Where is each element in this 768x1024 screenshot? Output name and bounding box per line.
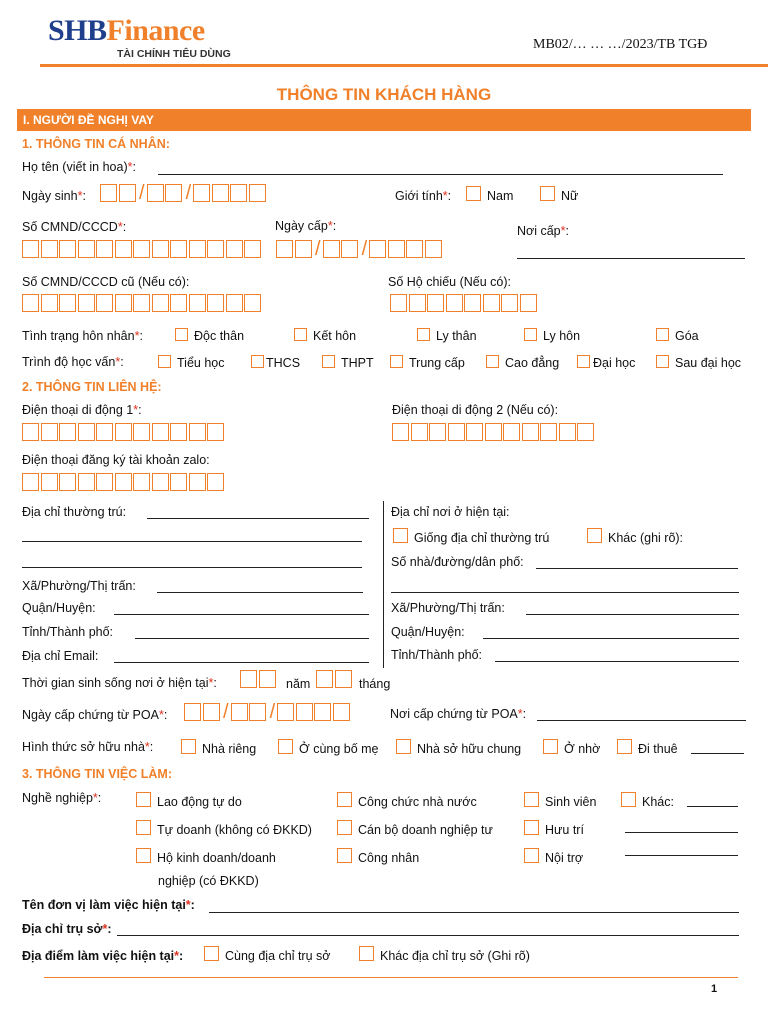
perm-addr-line2[interactable]: [22, 541, 362, 542]
phone1-label: Điện thoại di động 1*:: [22, 403, 142, 417]
ownership-option[interactable]: Nhà riêng: [181, 739, 256, 756]
occ-option-student[interactable]: Sinh viên: [524, 792, 596, 809]
hq-addr-label: Địa chỉ trụ sở*:: [22, 922, 112, 936]
checkbox-icon: [337, 792, 352, 807]
occ-option-labor[interactable]: Lao động tự do: [136, 792, 242, 809]
checkbox-icon: [656, 328, 669, 341]
occ-option-household[interactable]: Hộ kinh doanh/doanh: [136, 848, 276, 865]
ownership-option[interactable]: Đi thuê: [617, 739, 678, 756]
page-number: 1: [711, 983, 718, 995]
checkbox-icon: [322, 355, 335, 368]
street-label: Số nhà/đường/dân phố:: [391, 555, 524, 569]
ownership-option[interactable]: Ở nhờ: [543, 739, 600, 756]
education-option[interactable]: THPT: [322, 355, 374, 370]
cur-ward-label: Xã/Phường/Thị trấn:: [391, 601, 505, 615]
occ-option-self[interactable]: Tự doanh (không có ĐKKD): [136, 820, 312, 837]
education-option[interactable]: Sau đại học: [656, 355, 741, 370]
marital-label: Tình trạng hôn nhân*:: [22, 329, 143, 343]
gender-male-option[interactable]: Nam: [466, 186, 513, 203]
checkbox-icon: [524, 848, 539, 863]
occ-option-retired[interactable]: Hưu trí: [524, 820, 584, 837]
ownership-label: Hình thức sở hữu nhà*:: [22, 740, 154, 754]
phone2-label: Điện thoại di động 2 (Nếu có):: [392, 403, 559, 417]
checkbox-icon: [466, 186, 481, 201]
checkbox-icon: [577, 355, 590, 368]
personal-section-title: 1. THÔNG TIN CÁ NHÂN:: [22, 137, 170, 151]
occ-option-civil[interactable]: Công chức nhà nước: [337, 792, 477, 809]
footer-rule: [44, 977, 738, 978]
id-no-label: Số CMND/CCCD*:: [22, 220, 127, 234]
issue-place-label: Nơi cấp*:: [517, 224, 569, 238]
checkbox-icon: [278, 739, 293, 754]
checkbox-icon: [396, 739, 411, 754]
old-id-input[interactable]: [22, 294, 263, 312]
checkbox-icon: [294, 328, 307, 341]
checkbox-icon: [524, 792, 539, 807]
page-title: THÔNG TIN KHÁCH HÀNG: [276, 85, 492, 104]
education-option[interactable]: Trung cấp: [390, 355, 465, 370]
perm-province-label: Tỉnh/Thành phố:: [22, 625, 114, 639]
checkbox-icon: [337, 820, 352, 835]
live-time-label: Thời gian sinh sống nơi ở hiện tại*:: [22, 676, 217, 690]
years-label: năm: [286, 677, 311, 691]
checkbox-icon: [359, 946, 374, 961]
section-bar-label: I. NGƯỜI ĐỀ NGHỊ VAY: [23, 113, 154, 127]
ownership-other-input[interactable]: [691, 753, 744, 754]
passport-input[interactable]: [390, 294, 538, 312]
address-divider: [383, 501, 384, 668]
checkbox-icon: [181, 739, 196, 754]
brand-shb: SHB: [48, 14, 107, 47]
checkbox-icon: [390, 355, 403, 368]
same-addr-option[interactable]: Giống địa chỉ thường trú: [393, 528, 549, 545]
cur-province-label: Tỉnh/Thành phố:: [391, 648, 483, 662]
poa-date-input[interactable]: / /: [184, 703, 351, 721]
checkbox-icon: [543, 739, 558, 754]
marital-option[interactable]: Góa: [656, 328, 699, 343]
poa-place-input[interactable]: [537, 720, 746, 721]
doc-code: MB02/… … …/2023/TB TGĐ: [533, 37, 708, 52]
occ-option-manager[interactable]: Cán bộ doanh nghiệp tư: [337, 820, 493, 837]
checkbox-icon: [524, 820, 539, 835]
occ-option-housewife[interactable]: Nội trợ: [524, 848, 583, 865]
cur-addr-label: Địa chỉ nơi ở hiện tại:: [391, 505, 510, 519]
occ-other-input[interactable]: [687, 806, 738, 807]
checkbox-icon: [540, 186, 555, 201]
occ-option-household-line2: nghiệp (có ĐKKD): [158, 874, 259, 888]
marital-option[interactable]: Ly thân: [417, 328, 477, 343]
perm-province-input[interactable]: [135, 638, 369, 639]
checkbox-icon: [621, 792, 636, 807]
occupation-label: Nghề nghiệp*:: [22, 791, 102, 805]
issue-date-label: Ngày cấp*:: [275, 219, 337, 233]
employer-input[interactable]: [209, 912, 739, 913]
cur-addr-line2[interactable]: [391, 592, 739, 593]
id-no-input[interactable]: [22, 240, 263, 258]
education-option[interactable]: THCS: [251, 355, 300, 370]
other-addr-option[interactable]: Khác (ghi rõ):: [587, 528, 683, 545]
ownership-option[interactable]: Ở cùng bố mẹ: [278, 739, 379, 756]
gender-label: Giới tính*:: [395, 189, 452, 203]
checkbox-icon: [136, 820, 151, 835]
phone2-input[interactable]: [392, 423, 596, 441]
cur-province-input[interactable]: [495, 661, 739, 662]
checkbox-icon: [251, 355, 264, 368]
same-hq-option[interactable]: Cùng địa chỉ trụ sở: [204, 946, 330, 963]
full-name-input[interactable]: [158, 174, 723, 175]
cur-ward-input[interactable]: [526, 614, 739, 615]
poa-date-label: Ngày cấp chứng từ POA*:: [22, 708, 168, 722]
perm-addr-label: Địa chỉ thường trú:: [22, 505, 127, 519]
education-option[interactable]: Tiểu học: [158, 355, 224, 370]
issue-place-input[interactable]: [517, 258, 745, 259]
perm-addr-line3[interactable]: [22, 567, 362, 568]
perm-ward-input[interactable]: [157, 592, 363, 593]
perm-district-input[interactable]: [114, 614, 369, 615]
checkbox-icon: [136, 848, 151, 863]
checkbox-icon: [204, 946, 219, 961]
checkbox-icon: [337, 848, 352, 863]
checkbox-icon: [393, 528, 408, 543]
phone1-input[interactable]: [22, 423, 226, 441]
education-option[interactable]: Đại học: [577, 355, 635, 370]
cur-district-input[interactable]: [483, 638, 739, 639]
issue-date-input[interactable]: / /: [276, 240, 443, 258]
zalo-input[interactable]: [22, 473, 226, 491]
poa-place-label: Nơi cấp chứng từ POA*:: [390, 707, 527, 721]
checkbox-icon: [587, 528, 602, 543]
perm-district-label: Quận/Huyện:: [22, 601, 96, 615]
gender-female-option[interactable]: Nữ: [540, 186, 578, 203]
work-place-label: Địa điểm làm việc hiện tại*:: [22, 949, 184, 963]
occ-other-line2[interactable]: [625, 832, 738, 833]
hq-addr-input[interactable]: [117, 935, 739, 936]
occ-option-other[interactable]: Khác:: [621, 792, 674, 809]
checkbox-icon: [158, 355, 171, 368]
brand-finance: Finance: [106, 14, 205, 47]
months-label: tháng: [359, 677, 391, 691]
street-input[interactable]: [536, 568, 738, 569]
live-years-input[interactable]: [240, 670, 277, 688]
dob-label: Ngày sinh*:: [22, 189, 86, 203]
live-months-input[interactable]: [316, 670, 353, 688]
old-id-label: Số CMND/CCCD cũ (Nếu có):: [22, 275, 190, 289]
occ-option-worker[interactable]: Công nhân: [337, 848, 419, 865]
brand-tagline: TÀI CHÍNH TIÊU DÙNG: [117, 48, 231, 60]
marital-option[interactable]: Kết hôn: [294, 328, 356, 343]
marital-option[interactable]: Ly hôn: [524, 328, 580, 343]
employer-label: Tên đơn vị làm việc hiện tại*:: [22, 898, 195, 912]
email-input[interactable]: [114, 662, 369, 663]
full-name-label: Họ tên (viết in hoa)*:: [22, 160, 136, 174]
checkbox-icon: [656, 355, 669, 368]
cur-district-label: Quận/Huyện:: [391, 625, 465, 639]
perm-ward-label: Xã/Phường/Thị trấn:: [22, 579, 136, 593]
dob-input[interactable]: / /: [100, 184, 267, 202]
checkbox-icon: [136, 792, 151, 807]
marital-option[interactable]: Độc thân: [175, 328, 244, 343]
education-option[interactable]: Cao đẳng: [486, 355, 559, 370]
header-rule: [40, 64, 768, 67]
contact-section-title: 2. THÔNG TIN LIÊN HỆ:: [22, 380, 162, 394]
checkbox-icon: [617, 739, 632, 754]
section-bar: [17, 109, 751, 131]
ownership-option[interactable]: Nhà sở hữu chung: [396, 739, 521, 756]
checkbox-icon: [524, 328, 537, 341]
checkbox-icon: [486, 355, 499, 368]
checkbox-icon: [175, 328, 188, 341]
brand-logo: [48, 14, 205, 48]
email-label: Địa chỉ Email:: [22, 649, 99, 663]
passport-label: Số Hộ chiếu (Nếu có):: [388, 275, 511, 289]
diff-hq-option[interactable]: Khác địa chỉ trụ sở (Ghi rõ): [359, 946, 530, 963]
work-section-title: 3. THÔNG TIN VIỆC LÀM:: [22, 767, 172, 781]
occ-other-line3[interactable]: [625, 855, 738, 856]
education-label: Trình độ học vấn*:: [22, 355, 124, 369]
checkbox-icon: [417, 328, 430, 341]
zalo-label: Điện thoại đăng ký tài khoản zalo:: [22, 453, 210, 467]
perm-addr-input[interactable]: [147, 518, 369, 519]
